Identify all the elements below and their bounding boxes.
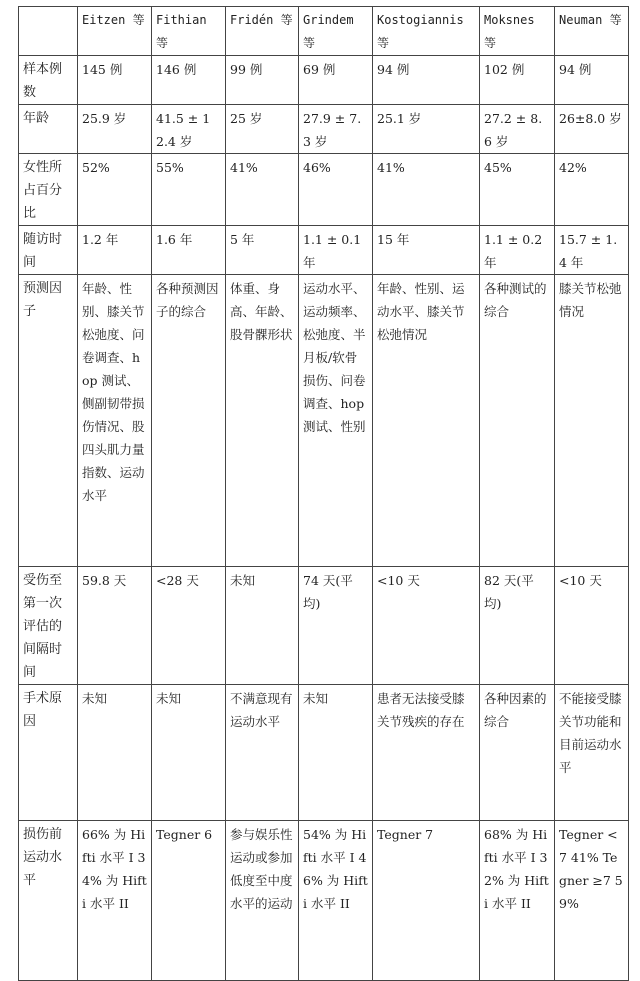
table-cell: 59.8 天 bbox=[78, 567, 152, 685]
table-cell: 45% bbox=[480, 154, 555, 226]
table-cell: 15 年 bbox=[373, 226, 480, 275]
row-preinjury-activity bbox=[19, 821, 629, 981]
row-predictors bbox=[19, 275, 629, 567]
table-cell: 25.1 岁 bbox=[373, 105, 480, 154]
table-cell: <10 天 bbox=[373, 567, 480, 685]
table-cell: 41% bbox=[226, 154, 299, 226]
table-cell: 各种因素的综合 bbox=[480, 685, 555, 821]
row-age bbox=[19, 105, 629, 154]
table-cell: 82 天(平均) bbox=[480, 567, 555, 685]
table-cell: 膝关节松弛情况 bbox=[555, 275, 629, 567]
row-sample-size bbox=[19, 56, 629, 105]
table-cell: 26±8.0 岁 bbox=[555, 105, 629, 154]
table-cell: 94 例 bbox=[555, 56, 629, 105]
table-cell: 46% bbox=[299, 154, 373, 226]
header-study: Fithian 等 bbox=[152, 7, 226, 56]
table-cell: 未知 bbox=[299, 685, 373, 821]
table-cell: 不满意现有运动水平 bbox=[226, 685, 299, 821]
table-cell: 未知 bbox=[152, 685, 226, 821]
header-study: Kostogiannis 等 bbox=[373, 7, 480, 56]
table-cell: 年龄、性别、运动水平、膝关节松弛情况 bbox=[373, 275, 480, 567]
table-cell: 52% bbox=[78, 154, 152, 226]
row-header: 年龄 bbox=[19, 105, 78, 154]
table-cell: 各种预测因子的综合 bbox=[152, 275, 226, 567]
row-header: 预测因子 bbox=[19, 275, 78, 567]
table-cell: 66% 为 Hifti 水平 I 34% 为 Hifti 水平 II bbox=[78, 821, 152, 981]
table-cell: 未知 bbox=[226, 567, 299, 685]
table-cell: 54% 为 Hifti 水平 I 46% 为 Hifti 水平 II bbox=[299, 821, 373, 981]
table-cell: 运动水平、运动频率、松弛度、半月板/软骨损伤、问卷调查、hop 测试、性别 bbox=[299, 275, 373, 567]
table-cell: 41.5 ± 12.4 岁 bbox=[152, 105, 226, 154]
row-surgery-reason bbox=[19, 685, 629, 821]
table-cell: 146 例 bbox=[152, 56, 226, 105]
table-cell: 15.7 ± 1.4 年 bbox=[555, 226, 629, 275]
table-cell: Tegner 6 bbox=[152, 821, 226, 981]
table-cell: 参与娱乐性运动或参加低度至中度水平的运动 bbox=[226, 821, 299, 981]
header-study: Fridén 等 bbox=[226, 7, 299, 56]
row-header: 样本例数 bbox=[19, 56, 78, 105]
table-cell: 体重、身高、年龄、股骨髁形状 bbox=[226, 275, 299, 567]
row-header: 损伤前运动水平 bbox=[19, 821, 78, 981]
table-cell: 1.6 年 bbox=[152, 226, 226, 275]
table-cell: 1.2 年 bbox=[78, 226, 152, 275]
table-cell: <10 天 bbox=[555, 567, 629, 685]
header-corner bbox=[19, 7, 78, 56]
header-study: Neuman 等 bbox=[555, 7, 629, 56]
table-cell: 未知 bbox=[78, 685, 152, 821]
header-study: Moksnes 等 bbox=[480, 7, 555, 56]
table-cell: 5 年 bbox=[226, 226, 299, 275]
table-cell: 74 天(平均) bbox=[299, 567, 373, 685]
table-cell: 41% bbox=[373, 154, 480, 226]
table-cell: 27.2 ± 8.6 岁 bbox=[480, 105, 555, 154]
table-cell: 55% bbox=[152, 154, 226, 226]
table-cell: 69 例 bbox=[299, 56, 373, 105]
table-cell: 27.9 ± 7.3 岁 bbox=[299, 105, 373, 154]
header-row bbox=[19, 7, 629, 56]
table-cell: 42% bbox=[555, 154, 629, 226]
table-cell: 不能接受膝关节功能和目前运动水平 bbox=[555, 685, 629, 821]
header-study: Grindem 等 bbox=[299, 7, 373, 56]
row-follow-up bbox=[19, 226, 629, 275]
row-header: 随访时间 bbox=[19, 226, 78, 275]
table-cell: 患者无法接受膝关节残疾的存在 bbox=[373, 685, 480, 821]
table-cell: Tegner <7 41% Tegner ≥7 59% bbox=[555, 821, 629, 981]
table-cell: 25 岁 bbox=[226, 105, 299, 154]
table-cell: 各种测试的综合 bbox=[480, 275, 555, 567]
table-cell: 94 例 bbox=[373, 56, 480, 105]
table-cell: 1.1 ± 0.1 年 bbox=[299, 226, 373, 275]
row-header: 受伤至第一次评估的间隔时间 bbox=[19, 567, 78, 685]
row-female-percent bbox=[19, 154, 629, 226]
table-cell: 年龄、性别、膝关节松弛度、问卷调查、hop 测试、侧副韧带损伤情况、股四头肌力量指数、运动水平 bbox=[78, 275, 152, 567]
row-header: 女性所占百分比 bbox=[19, 154, 78, 226]
table-cell: 1.1 ± 0.2 年 bbox=[480, 226, 555, 275]
row-header: 手术原因 bbox=[19, 685, 78, 821]
table-cell: 25.9 岁 bbox=[78, 105, 152, 154]
table-cell: Tegner 7 bbox=[373, 821, 480, 981]
row-injury-interval bbox=[19, 567, 629, 685]
table-cell: 145 例 bbox=[78, 56, 152, 105]
table-cell: 99 例 bbox=[226, 56, 299, 105]
table-cell: <28 天 bbox=[152, 567, 226, 685]
comparison-table bbox=[18, 6, 629, 981]
table-cell: 102 例 bbox=[480, 56, 555, 105]
header-study: Eitzen 等 bbox=[78, 7, 152, 56]
table-cell: 68% 为 Hifti 水平 I 32% 为 Hifti 水平 II bbox=[480, 821, 555, 981]
